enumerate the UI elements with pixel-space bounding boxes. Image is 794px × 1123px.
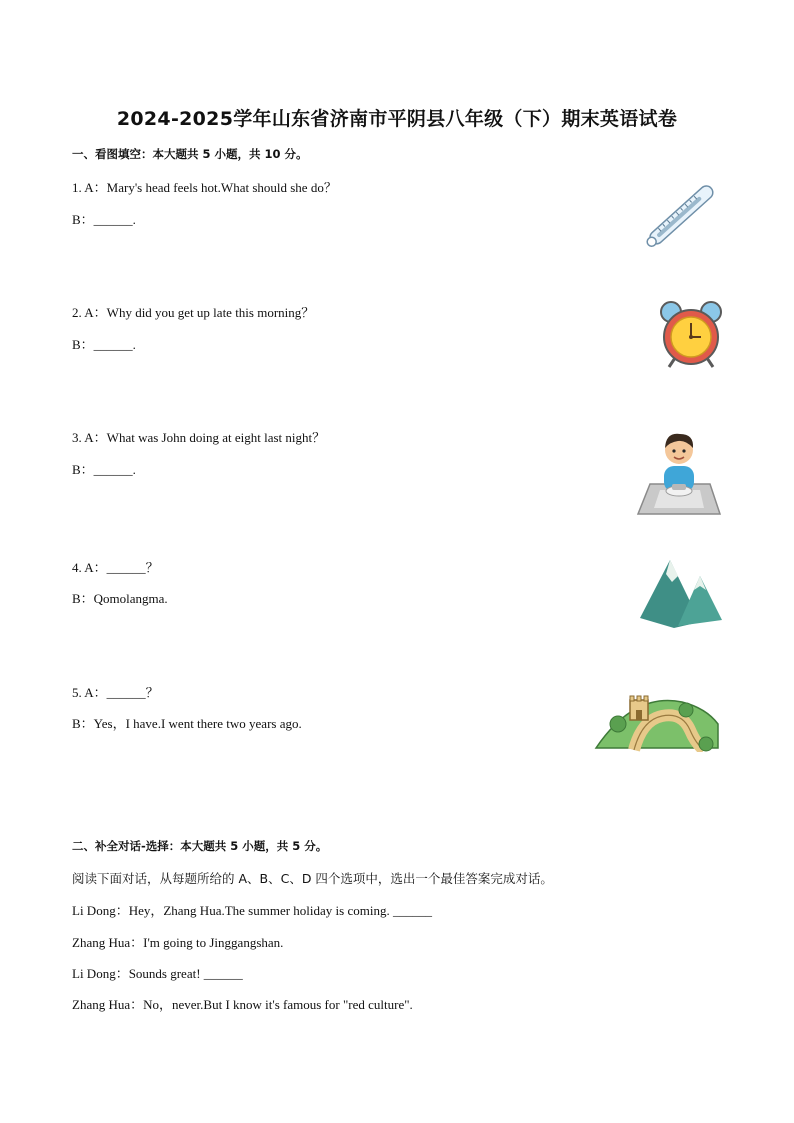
question-2-a: 2. A：Why did you get up late this morning？ [72,305,315,320]
section-2-instruction: 阅读下面对话，从每题所给的 A、B、C、D 四个选项中，选出一个最佳答案完成对话。 [72,871,553,886]
question-3-b: B：______. [72,462,136,477]
question-4-a: 4. A：______？ [72,560,159,575]
question-2-b: B：______. [72,337,136,352]
page-title: 2024-2025学年山东省济南市平阴县八年级（下）期末英语试卷 [116,108,678,130]
dialogue-line-3: Li Dong：Sounds great! ______ [72,966,243,981]
question-1-b: B：______. [72,212,136,227]
question-5-a: 5. A：______？ [72,685,159,700]
section-2-heading: 二、补全对话-选择：本大题共 5 小题，共 5 分。 [72,839,328,853]
dialogue-line-2: Zhang Hua：I'm going to Jinggangshan. [72,935,284,950]
great-wall-icon [594,680,722,752]
alarm-clock-icon [657,300,725,370]
section-1-heading: 一、看图填空：本大题共 5 小题，共 10 分。 [72,147,308,161]
question-3-a: 3. A：What was John doing at eight last night？ [72,430,326,445]
question-4-b: B：Qomolangma. [72,591,168,606]
question-1-a: 1. A：Mary's head feels hot.What should she do？ [72,180,337,195]
boy-ironing-icon [636,426,722,516]
mountains-icon [638,556,724,630]
dialogue-line-1: Li Dong：Hey，Zhang Hua.The summer holiday is coming. ______ [72,903,432,918]
question-5-b: B：Yes，I have.I went there two years ago. [72,716,302,731]
dialogue-line-4: Zhang Hua：No，never.But I know it's famous for "red culture". [72,997,413,1012]
thermometer-icon [636,176,726,256]
